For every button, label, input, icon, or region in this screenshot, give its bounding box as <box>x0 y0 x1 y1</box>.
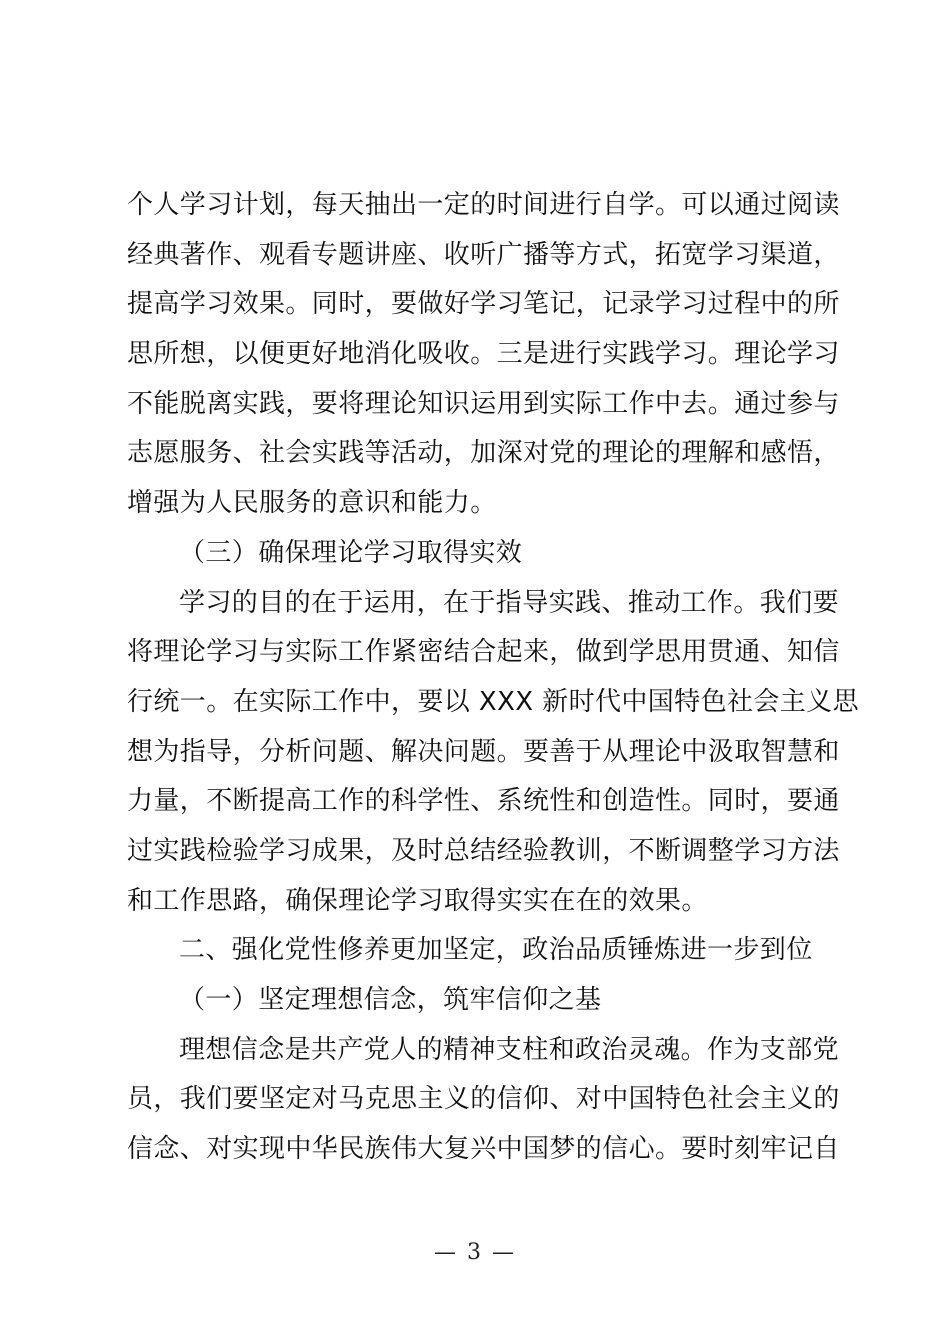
text-line: 力量，不断提高工作的科学性、系统性和创造性。同时，要通 <box>127 786 840 817</box>
section-heading: （一）坚定理想信念，筑牢信仰之基 <box>179 985 602 1015</box>
text-line: 将理论学习与实际工作紧密结合起来，做到学思用贯通、知信 <box>127 637 840 668</box>
text-line: 信念、对实现中华民族伟大复兴中国梦的信心。要时刻牢记自 <box>127 1134 840 1165</box>
page-number: — 3 — <box>434 1240 516 1265</box>
text-line: 不能脱离实践，要将理论知识运用到实际工作中去。通过参与 <box>127 388 840 419</box>
text-line: 行统一。在实际工作中，要以 XXX 新时代中国特色社会主义思 <box>127 686 859 717</box>
text-line: 提高学习效果。同时，要做好学习笔记，记录学习过程中的所 <box>127 289 840 320</box>
text-line: 和工作思路，确保理论学习取得实实在在的效果。 <box>127 885 708 916</box>
text-line: 员，我们要坚定对马克思主义的信仰、对中国特色社会主义的 <box>127 1084 840 1115</box>
text-line: 经典著作、观看专题讲座、收听广播等方式，拓宽学习渠道， <box>127 239 840 270</box>
text-line: 增强为人民服务的意识和能力。 <box>127 488 497 519</box>
text-line: 个人学习计划，每天抽出一定的时间进行自学。可以通过阅读 <box>127 190 840 220</box>
paragraph-first-line: 学习的目的在于运用，在于指导实践、推动工作。我们要 <box>179 587 840 618</box>
text-line: 思所想，以便更好地消化吸收。三是进行实践学习。理论学习 <box>127 339 840 370</box>
paragraph-first-line: 理想信念是共产党人的精神支柱和政治灵魂。作为支部党 <box>179 1034 840 1065</box>
text-line: 想为指导，分析问题、解决问题。要善于从理论中汲取智慧和 <box>127 736 840 767</box>
section-heading: （三）确保理论学习取得实效 <box>179 537 523 568</box>
text-line: 过实践检验学习成果，及时总结经验教训，不断调整学习方法 <box>127 835 840 866</box>
chapter-heading: 二、强化党性修养更加坚定，政治品质锤炼进一步到位 <box>179 935 813 966</box>
text-line: 志愿服务、社会实践等活动，加深对党的理论的理解和感悟， <box>127 438 840 469</box>
body-text <box>127 181 859 1175</box>
